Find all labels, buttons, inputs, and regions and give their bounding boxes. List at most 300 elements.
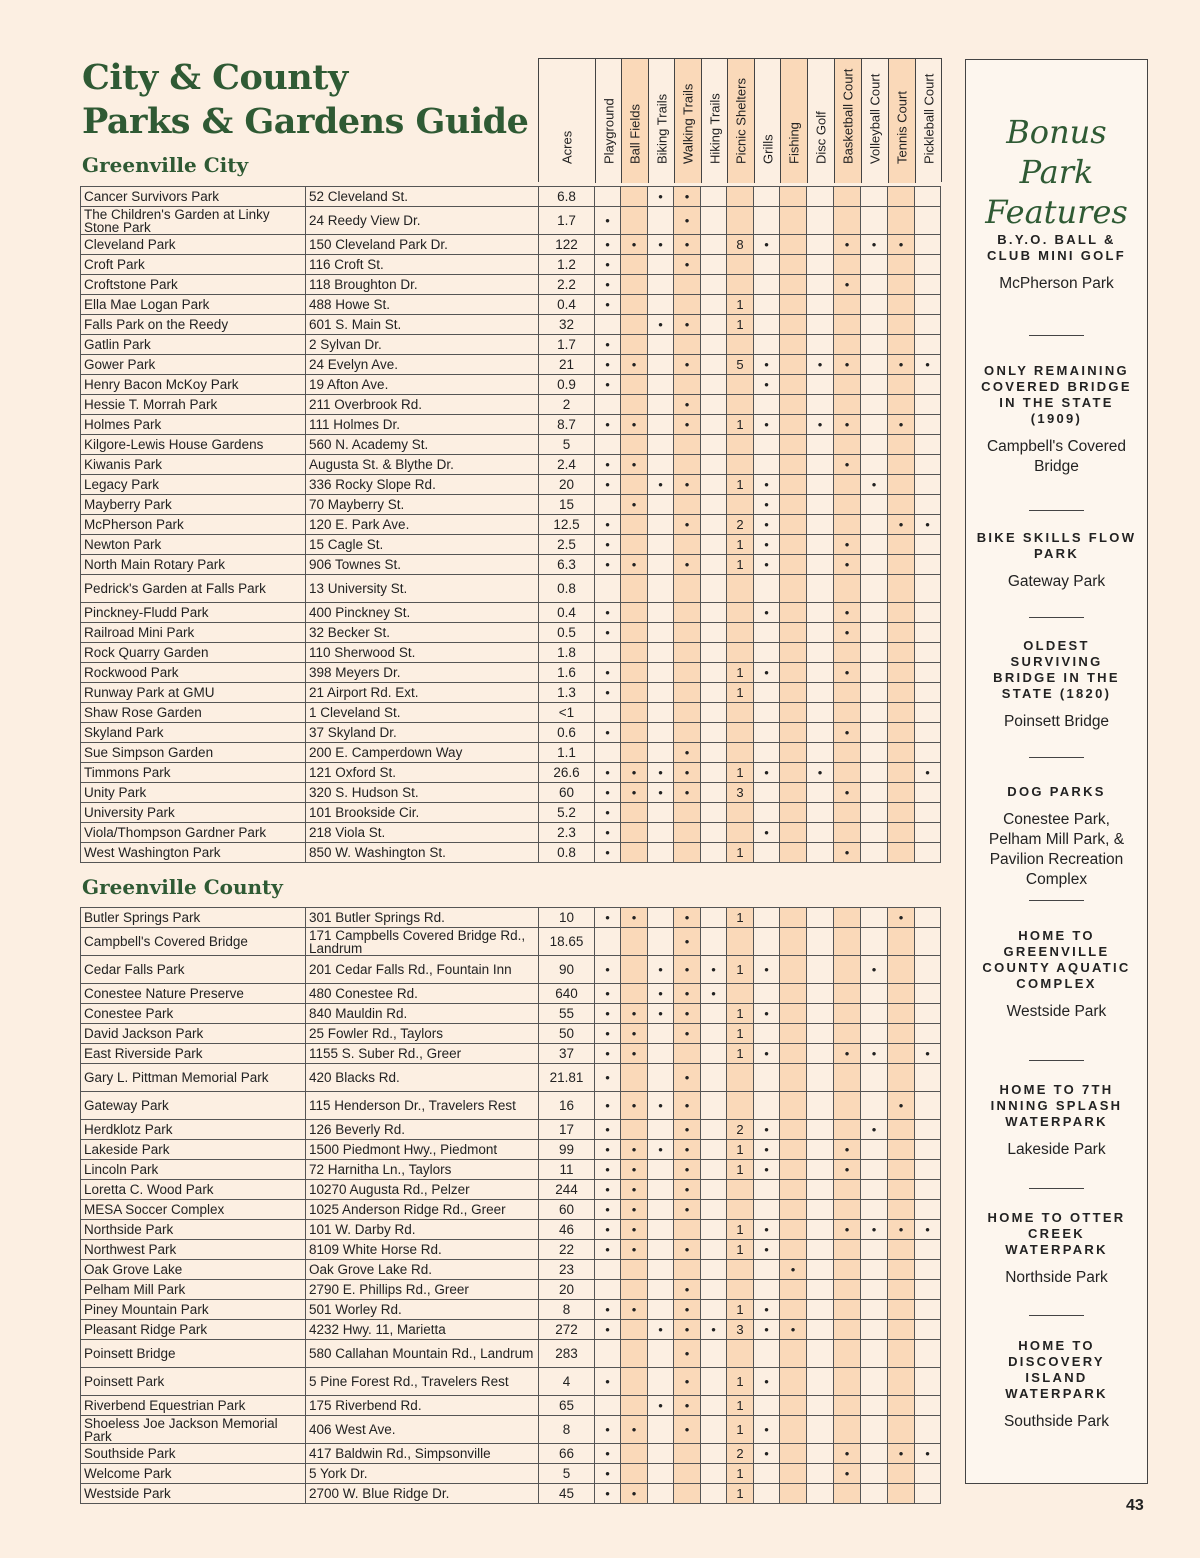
feature-cell <box>621 803 648 823</box>
park-name: Welcome Park <box>81 1464 306 1484</box>
feature-cell <box>915 395 941 415</box>
feature-cell: • <box>595 535 621 555</box>
feature-cell <box>674 275 701 295</box>
table-row <box>81 207 941 235</box>
feature-cell <box>780 315 807 335</box>
column-header-label: Tennis Court <box>894 91 910 164</box>
feature-cell <box>648 663 674 683</box>
feature-cell: • <box>621 555 648 575</box>
feature-cell: 1 <box>727 1484 754 1504</box>
park-name: Herdklotz Park <box>81 1120 306 1140</box>
table-row <box>81 1280 941 1300</box>
bonus-feature-park: McPherson Park <box>999 275 1114 292</box>
feature-cell <box>674 1484 701 1504</box>
feature-cell <box>861 783 888 803</box>
feature-cell <box>754 315 780 335</box>
feature-cell <box>861 723 888 743</box>
feature-cell <box>701 575 727 603</box>
park-name: MESA Soccer Complex <box>81 1200 306 1220</box>
feature-cell <box>780 395 807 415</box>
feature-cell <box>727 375 754 395</box>
feature-cell <box>861 495 888 515</box>
feature-cell <box>834 187 861 207</box>
feature-cell <box>701 235 727 255</box>
feature-cell <box>807 255 834 275</box>
feature-cell <box>780 295 807 315</box>
table-row <box>81 315 941 335</box>
feature-cell <box>834 956 861 984</box>
park-address: 171 Campbells Covered Bridge Rd., Landrum <box>306 928 539 956</box>
feature-cell: 1 <box>727 1220 754 1240</box>
feature-cell <box>780 703 807 723</box>
feature-cell <box>807 1140 834 1160</box>
park-name: Lakeside Park <box>81 1140 306 1160</box>
feature-cell: • <box>834 1220 861 1240</box>
feature-cell <box>915 843 941 863</box>
feature-cell <box>621 575 648 603</box>
feature-cell <box>674 723 701 743</box>
feature-cell <box>754 1280 780 1300</box>
feature-cell <box>701 683 727 703</box>
column-header <box>621 59 648 183</box>
feature-cell <box>834 575 861 603</box>
feature-cell <box>621 1280 648 1300</box>
feature-cell <box>780 1484 807 1504</box>
park-acres: 8.7 <box>539 415 595 435</box>
column-header-label: Grills <box>760 134 775 164</box>
feature-cell <box>807 315 834 335</box>
feature-cell <box>861 928 888 956</box>
feature-cell: • <box>834 415 861 435</box>
feature-cell <box>674 843 701 863</box>
table-row <box>81 1484 941 1504</box>
feature-cell: • <box>595 295 621 315</box>
park-address: 37 Skyland Dr. <box>306 723 539 743</box>
feature-cell: • <box>674 415 701 435</box>
feature-cell <box>834 435 861 455</box>
feature-cell <box>621 984 648 1004</box>
park-name: Falls Park on the Reedy <box>81 315 306 335</box>
feature-cell <box>701 1140 727 1160</box>
feature-cell: 1 <box>727 1140 754 1160</box>
feature-cell: • <box>621 1200 648 1220</box>
park-address: Augusta St. & Blythe Dr. <box>306 455 539 475</box>
feature-cell <box>595 315 621 335</box>
feature-cell: • <box>888 355 915 375</box>
feature-cell <box>888 1260 915 1280</box>
feature-cell: • <box>834 455 861 475</box>
feature-cell <box>807 435 834 455</box>
feature-cell <box>780 435 807 455</box>
feature-cell <box>834 495 861 515</box>
column-header <box>807 59 834 183</box>
feature-cell <box>807 803 834 823</box>
feature-cell <box>888 1004 915 1024</box>
bonus-feature-park: Gateway Park <box>1007 573 1106 590</box>
feature-cell <box>754 783 780 803</box>
divider <box>1029 510 1084 511</box>
feature-cell: • <box>807 415 834 435</box>
feature-cell <box>861 603 888 623</box>
feature-cell <box>648 435 674 455</box>
park-address: 126 Beverly Rd. <box>306 1120 539 1140</box>
park-address: 120 E. Park Ave. <box>306 515 539 535</box>
feature-cell: • <box>754 1220 780 1240</box>
feature-cell <box>807 743 834 763</box>
bonus-feature-title: ONLY REMAINING COVERED BRIDGE IN THE STATE (1909) <box>981 363 1132 426</box>
feature-cell <box>701 375 727 395</box>
feature-cell <box>861 515 888 535</box>
feature-cell <box>701 1340 727 1368</box>
feature-cell <box>780 683 807 703</box>
feature-cell: • <box>834 663 861 683</box>
park-acres: 21.81 <box>539 1064 595 1092</box>
park-name: McPherson Park <box>81 515 306 535</box>
feature-cell <box>701 723 727 743</box>
feature-cell <box>861 1064 888 1092</box>
feature-cell <box>754 643 780 663</box>
feature-cell: • <box>834 275 861 295</box>
park-address: 24 Evelyn Ave. <box>306 355 539 375</box>
park-acres: 1.7 <box>539 335 595 355</box>
feature-cell: • <box>621 1140 648 1160</box>
feature-cell: • <box>621 1484 648 1504</box>
bonus-feature-park: Conestee Park, Pelham Mill Park, & Pavilion Recreation Complex <box>988 811 1125 888</box>
feature-cell <box>595 1280 621 1300</box>
feature-cell <box>754 575 780 603</box>
feature-cell <box>834 1180 861 1200</box>
feature-cell <box>648 1064 674 1092</box>
park-address: 850 W. Washington St. <box>306 843 539 863</box>
feature-cell: 1 <box>727 1464 754 1484</box>
feature-cell <box>915 743 941 763</box>
feature-cell <box>674 535 701 555</box>
park-address: 1 Cleveland St. <box>306 703 539 723</box>
feature-cell <box>780 275 807 295</box>
feature-cell: 1 <box>727 683 754 703</box>
table-row <box>81 1160 941 1180</box>
feature-cell <box>754 255 780 275</box>
feature-cell <box>807 1396 834 1416</box>
table-row <box>81 1200 941 1220</box>
county-heading: Greenville County <box>82 875 283 899</box>
park-acres: 60 <box>539 783 595 803</box>
feature-cell <box>888 1240 915 1260</box>
table-row <box>81 415 941 435</box>
feature-cell <box>888 1180 915 1200</box>
feature-cell: • <box>648 1396 674 1416</box>
table-row <box>81 703 941 723</box>
feature-cell <box>780 1444 807 1464</box>
feature-cell: • <box>674 1300 701 1320</box>
feature-cell <box>780 1004 807 1024</box>
feature-cell <box>621 603 648 623</box>
feature-cell: • <box>754 415 780 435</box>
feature-cell <box>861 575 888 603</box>
feature-cell: 1 <box>727 763 754 783</box>
feature-cell <box>915 1064 941 1092</box>
feature-cell: • <box>595 984 621 1004</box>
table-row <box>81 335 941 355</box>
feature-cell <box>834 1120 861 1140</box>
feature-cell <box>701 1092 727 1120</box>
feature-cell <box>915 1160 941 1180</box>
feature-cell <box>621 315 648 335</box>
park-name: Kilgore-Lewis House Gardens <box>81 435 306 455</box>
park-name: Pleasant Ridge Park <box>81 1320 306 1340</box>
feature-cell <box>834 1004 861 1024</box>
feature-cell <box>807 575 834 603</box>
park-name: Timmons Park <box>81 763 306 783</box>
column-header-label: Biking Trails <box>654 93 669 164</box>
feature-cell <box>861 1320 888 1340</box>
table-row <box>81 908 941 928</box>
feature-cell <box>701 295 727 315</box>
feature-cell: 1 <box>727 295 754 315</box>
feature-cell <box>915 1024 941 1044</box>
bonus-feature <box>976 784 1137 890</box>
feature-cell <box>834 315 861 335</box>
feature-cell <box>780 475 807 495</box>
feature-cell <box>648 603 674 623</box>
feature-cell: • <box>861 475 888 495</box>
feature-cell <box>780 1092 807 1120</box>
feature-cell <box>861 663 888 683</box>
title-line-2: Parks & Gardens Guide <box>82 101 529 142</box>
feature-cell: 1 <box>727 535 754 555</box>
feature-cell: • <box>648 315 674 335</box>
feature-cell: • <box>595 1120 621 1140</box>
feature-cell <box>621 1320 648 1340</box>
feature-cell <box>754 395 780 415</box>
feature-cell: • <box>915 1044 941 1064</box>
feature-cell <box>727 207 754 235</box>
feature-cell <box>701 255 727 275</box>
park-address: 4232 Hwy. 11, Marietta <box>306 1320 539 1340</box>
feature-cell <box>701 663 727 683</box>
park-name: Pinckney-Fludd Park <box>81 603 306 623</box>
feature-cell: • <box>888 515 915 535</box>
feature-cell: 1 <box>727 475 754 495</box>
park-address: 906 Townes St. <box>306 555 539 575</box>
park-address: 25 Fowler Rd., Taylors <box>306 1024 539 1044</box>
feature-cell: • <box>754 495 780 515</box>
park-acres: 5 <box>539 1464 595 1484</box>
feature-cell <box>915 555 941 575</box>
park-address: 111 Holmes Dr. <box>306 415 539 435</box>
feature-cell <box>780 455 807 475</box>
feature-cell <box>648 1300 674 1320</box>
bonus-feature <box>976 363 1137 477</box>
table-row <box>81 1140 941 1160</box>
feature-cell <box>701 1416 727 1444</box>
feature-cell <box>648 1444 674 1464</box>
feature-cell <box>807 928 834 956</box>
table-row <box>81 555 941 575</box>
park-address: 501 Worley Rd. <box>306 1300 539 1320</box>
table-row <box>81 723 941 743</box>
park-acres: <1 <box>539 703 595 723</box>
feature-cell <box>861 435 888 455</box>
feature-cell <box>861 743 888 763</box>
feature-cell <box>701 763 727 783</box>
park-name: Southside Park <box>81 1444 306 1464</box>
table-row <box>81 763 941 783</box>
feature-cell <box>595 928 621 956</box>
feature-cell <box>621 1340 648 1368</box>
park-address: 110 Sherwood St. <box>306 643 539 663</box>
table-row <box>81 1064 941 1092</box>
table-row <box>81 1300 941 1320</box>
feature-cell <box>915 335 941 355</box>
feature-cell: • <box>595 603 621 623</box>
park-address: 70 Mayberry St. <box>306 495 539 515</box>
table-row <box>81 743 941 763</box>
feature-cell: • <box>674 1004 701 1024</box>
park-acres: 0.8 <box>539 843 595 863</box>
park-acres: 46 <box>539 1220 595 1240</box>
park-acres: 60 <box>539 1200 595 1220</box>
park-name: The Children's Garden at Linky Stone Park <box>81 207 306 235</box>
park-name: Butler Springs Park <box>81 908 306 928</box>
table-row <box>81 495 941 515</box>
feature-cell <box>861 1180 888 1200</box>
park-name: Riverbend Equestrian Park <box>81 1396 306 1416</box>
feature-cell: • <box>701 1320 727 1340</box>
feature-cell <box>648 375 674 395</box>
feature-cell <box>807 823 834 843</box>
feature-cell <box>807 1484 834 1504</box>
park-name: Conestee Nature Preserve <box>81 984 306 1004</box>
feature-cell <box>807 1320 834 1340</box>
feature-cell <box>888 495 915 515</box>
feature-cell <box>861 1300 888 1320</box>
bonus-feature-park: Southside Park <box>1003 1413 1110 1430</box>
feature-cell <box>888 1140 915 1160</box>
feature-cell <box>915 984 941 1004</box>
feature-cell <box>861 295 888 315</box>
feature-cell <box>915 823 941 843</box>
feature-cell <box>807 1368 834 1396</box>
park-name: Gower Park <box>81 355 306 375</box>
feature-cell <box>754 207 780 235</box>
feature-cell: • <box>674 355 701 375</box>
feature-cell <box>648 415 674 435</box>
bonus-feature <box>976 530 1137 592</box>
feature-cell <box>861 355 888 375</box>
feature-cell <box>915 207 941 235</box>
feature-cell <box>648 1260 674 1280</box>
feature-cell: • <box>595 908 621 928</box>
feature-cell: • <box>595 515 621 535</box>
feature-cell <box>861 395 888 415</box>
feature-cell <box>648 1280 674 1300</box>
feature-cell: • <box>648 1092 674 1120</box>
feature-cell <box>915 1120 941 1140</box>
feature-cell <box>754 1340 780 1368</box>
feature-cell <box>648 255 674 275</box>
park-address: 19 Afton Ave. <box>306 375 539 395</box>
feature-cell <box>780 803 807 823</box>
park-name: Croft Park <box>81 255 306 275</box>
feature-cell <box>621 956 648 984</box>
feature-cell <box>648 455 674 475</box>
feature-cell <box>648 495 674 515</box>
feature-cell <box>807 1220 834 1240</box>
feature-cell <box>674 435 701 455</box>
feature-cell: • <box>674 255 701 275</box>
park-address: 417 Baldwin Rd., Simpsonville <box>306 1444 539 1464</box>
feature-cell: • <box>674 515 701 535</box>
feature-cell <box>727 455 754 475</box>
park-address: 101 W. Darby Rd. <box>306 1220 539 1240</box>
feature-cell: • <box>648 475 674 495</box>
feature-cell <box>861 1484 888 1504</box>
park-name: Cancer Survivors Park <box>81 187 306 207</box>
table-row <box>81 1220 941 1240</box>
feature-cell <box>754 928 780 956</box>
park-name: West Washington Park <box>81 843 306 863</box>
feature-cell: • <box>595 1044 621 1064</box>
bonus-feature-park: Lakeside Park <box>1007 1141 1106 1158</box>
feature-cell <box>780 783 807 803</box>
feature-cell: 1 <box>727 843 754 863</box>
feature-cell: • <box>621 908 648 928</box>
feature-cell <box>648 1368 674 1396</box>
feature-cell <box>861 187 888 207</box>
divider <box>1029 757 1084 758</box>
feature-cell <box>701 703 727 723</box>
feature-cell <box>648 843 674 863</box>
feature-cell <box>888 683 915 703</box>
feature-cell <box>834 703 861 723</box>
park-acres: 1.8 <box>539 643 595 663</box>
feature-cell: • <box>595 1180 621 1200</box>
feature-cell <box>754 435 780 455</box>
feature-cell <box>780 1416 807 1444</box>
feature-cell <box>915 295 941 315</box>
feature-cell <box>888 803 915 823</box>
feature-cell <box>648 515 674 535</box>
feature-cell <box>648 928 674 956</box>
feature-cell <box>807 1416 834 1444</box>
park-acres: 2 <box>539 395 595 415</box>
park-name: Piney Mountain Park <box>81 1300 306 1320</box>
park-address: 2790 E. Phillips Rd., Greer <box>306 1280 539 1300</box>
feature-cell: • <box>861 956 888 984</box>
feature-cell: • <box>621 1180 648 1200</box>
park-name: Pedrick's Garden at Falls Park <box>81 575 306 603</box>
feature-cell <box>915 623 941 643</box>
feature-cell <box>701 1444 727 1464</box>
feature-cell <box>621 295 648 315</box>
park-acres: 45 <box>539 1484 595 1504</box>
feature-cell <box>915 683 941 703</box>
park-address: 200 E. Camperdown Way <box>306 743 539 763</box>
bonus-feature-park: Campbell's Covered Bridge <box>986 438 1127 475</box>
feature-cell: • <box>674 1416 701 1444</box>
table-row <box>81 823 941 843</box>
divider <box>1029 1188 1084 1189</box>
feature-cell <box>780 515 807 535</box>
feature-cell: • <box>674 1092 701 1120</box>
bonus-title-line-1: Bonus Park <box>1006 113 1107 191</box>
park-acres: 5.2 <box>539 803 595 823</box>
feature-cell <box>780 1280 807 1300</box>
park-acres: 1.1 <box>539 743 595 763</box>
feature-cell <box>888 1416 915 1444</box>
feature-cell <box>727 1280 754 1300</box>
